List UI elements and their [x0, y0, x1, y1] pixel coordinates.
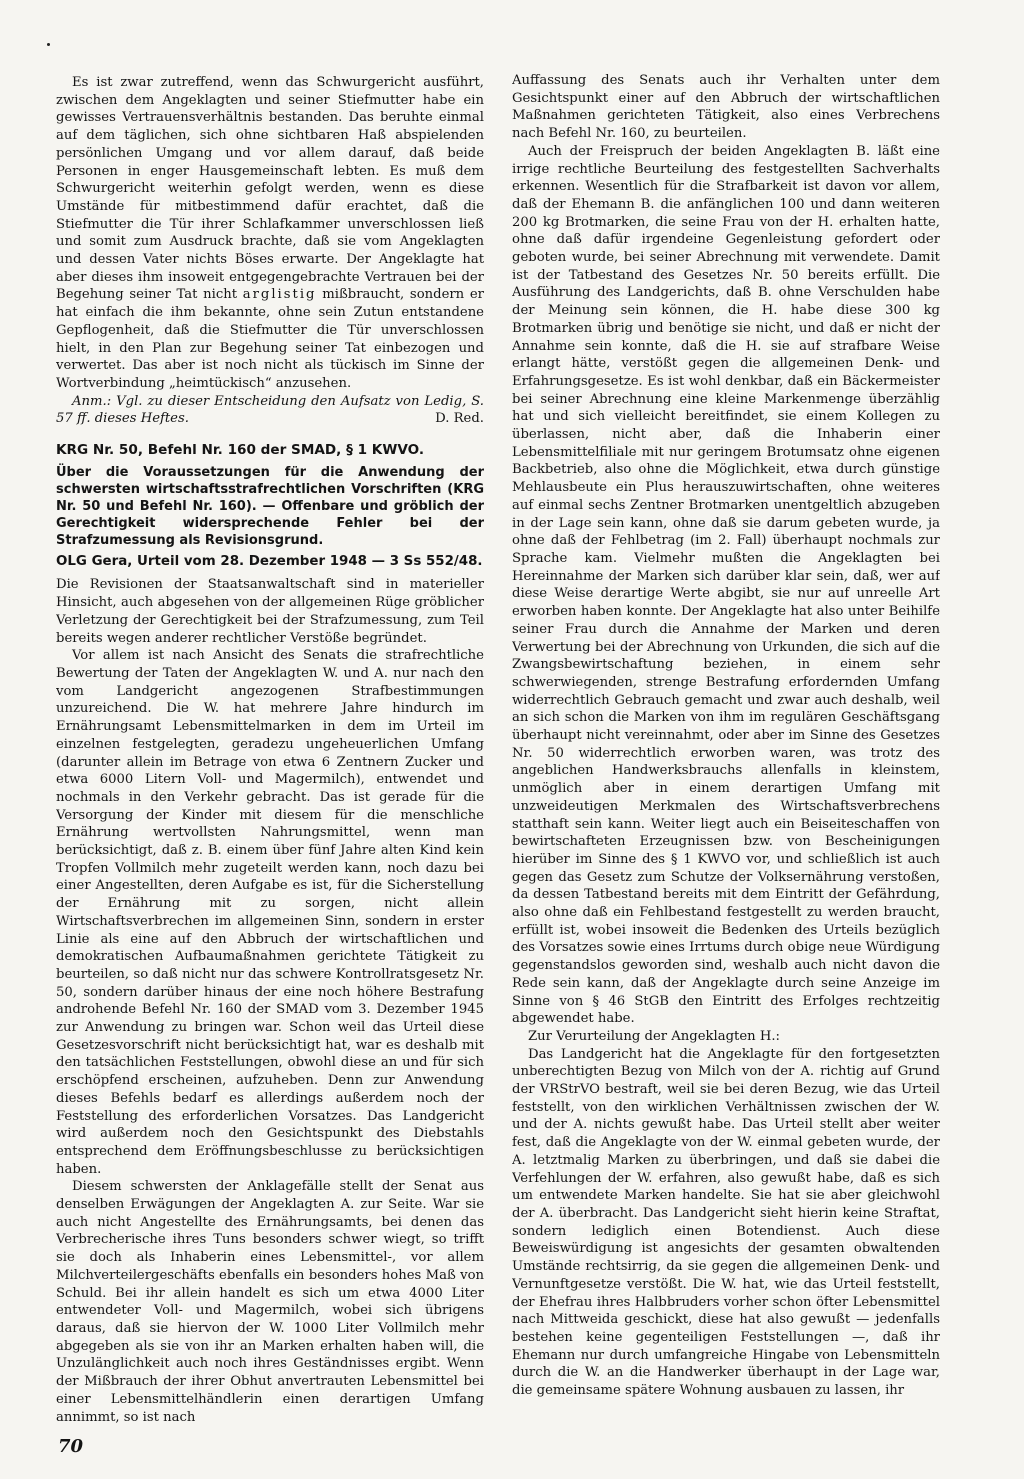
note-signature: D. Red. — [435, 411, 484, 427]
margin-dot — [47, 43, 50, 46]
paragraph: Zur Verurteilung der Angeklagten H.: — [528, 1028, 780, 1044]
paragraph: Auffassung des Senats auch ihr Verhalten unter dem Gesichtspunkt einer auf den Abbruch der wirtschaftlichen Maßnahmen gerichteten Tätigkeit, also eines Verbrechens nach Befehl Nr. 160, zu beurteilen. — [512, 73, 940, 142]
paragraph: Die Revisionen der Staatsanwaltschaft sind in materieller Hinsicht, auch abgesehen von der allgemeinen Rüge gröblicher Verletzung der Gerechtigkeit bei der Strafzumessung, zum Teil bereits wegen anderer rechtlicher Verstöße begründet. — [56, 577, 484, 646]
page-number: 70 — [58, 1436, 84, 1457]
section-summary: Über die Voraussetzungen für die Anwendung der schwersten wirtschaftsstrafrechtlichen Vorschriften (KRG Nr. 50 und Befehl Nr. 160). — Offenbare und gröblich der Gerechtigkeit widersprechende Fehler bei der Strafzumessung als Revisionsgrund. — [56, 464, 484, 548]
right-column — [512, 72, 940, 1422]
note-text: Anm.: Vgl. zu dieser Entscheidung den Aufsatz von Ledig, S. 57 ff. dieses Heftes. — [56, 393, 484, 427]
paragraph: Auch der Freispruch der beiden Angeklagten B. läßt eine irrige rechtliche Beurteilung des festgestellten Sachverhalts erkennen. Wesentlich für die Strafbarkeit ist davon vor allem, daß der Ehemann B. die anfänglichen 100 und dann weiteren 200 kg Brotmarken, die seine Frau von der H. erhalten hatte, ohne daß dafür irgendeine Gegenleistung gefordert oder geboten wurde, bei seiner Abrechnung mit verwendete. Damit ist der Tatbestand des Gesetzes Nr. 50 bereits erfüllt. Die Ausführung des Landgerichts, daß B. ohne Verschulden habe der Meinung sein können, die H. habe diese 300 kg Brotmarken übrig und benötige sie nicht, und daß er nicht der Annahme sein konnte, daß die H. sie auf strafbare Weise erlangt hätte, verstößt gegen die allgemeinen Denk- und Erfahrungsgesetze. Es ist wohl denkbar, daß ein Bäckermeister bei seiner Abrechnung eine kleine Markenmenge überzählig hat und sich vielleicht bereitfindet, sie einem Kollegen zu überlassen, nicht aber, daß die Inhaberin einer Lebensmittelfiliale mit nur geringem Brotumsatz ohne eigenen Backbetrieb, also ohne die Möglichkeit, etwa durch günstige Mehlausbeute ein Plus herauszuwirtschaften, ohne weiteres auf einmal sechs Zentner Brotmarken unentgeltlich abzugeben in der Lage sein kann, ohne daß sie darum gebeten wurde, ja ohne daß der Fehlbetrag (im 2. Fall) überhaupt nochmals zur Sprache kam. Vielmehr mußten die Angeklagten bei Hereinnahme der Marken sich darüber klar sein, daß, wer auf diese Weise derartige Werte abgibt, sie nur auf unreelle Art erworben haben konnte. Der Angeklagte hat also unter Beihilfe seiner Frau durch die Annahme der Marken und deren Verwertung bei der Abrechnung von Urkunden, die sich auf die Zwangsbewirtschaftung beziehen, in einem sehr schwerwiegenden, strenge Bestrafung erfordernden Umfang widerrechtlich Gebrauch gemacht und zwar auch deshalb, weil an sich schon die Marken von ihm im regulären Geschäftsgang überhaupt nicht vereinnahmt, oder aber im Sinne des Gesetzes Nr. 50 widerrechtlich erworben waren, was trotz des angeblichen Handwerksbrauchs allenfalls in kleinstem, unmöglich aber in einem derartigen Umfang mit unzweideutigen Merkmalen des Wirtschaftsverbrechens statthaft sein kann. Weiter liegt auch ein Beiseiteschaffen von bewirtschafteten Erzeugnissen bzw. von Bescheinigungen hierüber im Sinne des § 1 KWVO vor, und schließlich ist auch gegen das Gesetz zum Schutze der Volksernährung verstoßen, da dessen Tatbestand bereits mit dem Eintritt der Gefährdung, also ohne daß ein Fehlbestand festgestellt zu werden braucht, erfüllt ist, wobei insoweit die Bedenken des Urteils bezüglich des Vorsatzes sowie eines Irrtums durch obige neue Würdigung gegenstandslos geworden sind, weshalb auch nicht davon die Rede sein kann, daß der Angeklagte durch seine Anzeige im Sinne von § 46 StGB den Eintritt des Erfolges rechtzeitig abgewendet habe. — [512, 143, 940, 1027]
paragraph: Vor allem ist nach Ansicht des Senats die strafrechtliche Bewertung der Taten der Angeklagten W. und A. nur nach den vom Landgericht angezogenen Strafbestimmungen unzureichend. Die W. hat mehrere Jahre hindurch im Ernährungsamt Lebensmittelmarken in dem im Urteil im einzelnen festgelegten, geradezu ungeheuerlichen Umfang (darunter allein im Betrage von etwa 6 Zentnern Zucker und etwa 6000 Litern Voll- und Magermilch), entwendet und nochmals in den Verkehr gebracht. Das ist gerade für die Versorgung der Kinder mit diesem für die menschliche Ernährung wertvollsten Nahrungsmittel, wenn man berücksichtigt, daß z. B. einem über fünf Jahre alten Kind kein Tropfen Vollmilch mehr zugeteilt werden kann, noch dazu bei einer Angestellten, deren Aufgabe es ist, für die Sicherstellung der Ernährung mit zu sorgen, nicht allein Wirtschaftsverbrechen im allgemeinen Sinn, sondern in erster Linie als eine auf den Abbruch der wirtschaftlichen und demokratischen Aufbaumaßnahmen gerichtete Tätigkeit zu beurteilen, so daß nicht nur das schwere Kontrollratsgesetz Nr. 50, sondern darüber hinaus der eine noch höhere Bestrafung androhende Befehl Nr. 160 der SMAD vom 3. Dezember 1945 zur Anwendung zu bringen war. Schon weil das Urteil diese Gesetzesvorschrift nicht berücksichtigt hat, war es deshalb mit den tatsächlichen Feststellungen, obwohl diese an und für sich erschöpfend erscheinen, aufzuheben. Denn zur Anwendung dieses Befehls bedarf es allerdings außerdem noch der Feststellung des erforderlichen Vorsatzes. Das Landgericht wird außerdem noch den Gesichtspunkt des Diebstahls entsprechend dem Eröffnungsbeschlusse zu berücksichtigen haben. — [56, 648, 484, 1177]
left-column — [56, 74, 484, 1424]
spaced-word: arglistig — [242, 287, 317, 303]
paragraph: Diesem schwersten der Anklagefälle stellt der Senat aus denselben Erwägungen der Angeklagten A. zur Seite. War sie auch nicht Angestellte des Ernährungsamts, bei denen das Verbrecherische ihres Tuns besonders schwer wiegt, so trifft sie doch als Inhaberin eines Lebensmittel-, vor allem Milchverteilergeschäfts ebenfalls ein besonders hohes Maß von Schuld. Bei ihr allein handelt es sich um etwa 4000 Liter entwendeter Voll- und Magermilch, wobei sich übrigens daraus, daß sie hiervon der W. 1000 Liter Vollmilch mehr abgegeben als sie von ihr an Marken erhalten haben will, die Unzulänglichkeit auch noch ihres Geständnisses ergibt. Wenn der Mißbrauch der ihrer Obhut anvertrauten Lebensmittel bei einer Lebensmittelhändlerin einen derartigen Umfang annimmt, so ist nach — [56, 1179, 484, 1424]
editor-note — [56, 393, 484, 428]
section-heading: KRG Nr. 50, Befehl Nr. 160 der SMAD, § 1 KWVO. — [56, 442, 425, 459]
paragraph: Das Landgericht hat die Angeklagte für den fortgesetzten unberechtigten Bezug von Milch von der A. richtig auf Grund der VRStrVO bestraft, weil sie bei deren Bezug, wie das Urteil feststellt, von den wirklichen Verhältnissen zwischen der W. und der A. nichts gewußt habe. Das Urteil stellt aber weiter fest, daß die Angeklagte von der W. einmal gebeten wurde, der A. letztmalig Marken zu überbringen, und daß sie dabei die Verfehlungen der W. erfahren, also gewußt habe, daß es sich um entwendete Marken handelte. Sie hat sie aber gleichwohl der A. überbracht. Das Landgericht sieht hierin keine Straftat, sondern lediglich einen Botendienst. Auch diese Beweiswürdigung ist angesichts der gesamten obwaltenden Umstände rechtsirrig, da sie gegen die allgemeinen Denk- und Vernunftgesetze verstößt. Die W. hat, wie das Urteil feststellt, der Ehefrau ihres Halbbruders vorher schon öfter Lebensmittel nach Mittweida geschickt, diese hat also gewußt — jedenfalls bestehen keine gegenteiligen Feststellungen —, daß ihr Ehemann nur durch umfangreiche Hingabe von Lebensmitteln durch die W. an die Handwerker überhaupt in der Lage war, die gemeinsame spätere Wohnung ausbauen zu lassen, ihr — [512, 1046, 940, 1399]
paragraph — [56, 74, 484, 393]
court-citation: OLG Gera, Urteil vom 28. Dezember 1948 — 3 Ss 552/48. — [56, 553, 483, 569]
text-run: mißbraucht, sondern er hat einfach die ihm bekannte, ohne sein Zutun entstandene Gepflogenheit, daß die Stiefmutter die Tür unverschlossen hielt, in den Plan zur Begehung seiner Tat einbezogen und verwertet. Das aber ist noch nicht als tückisch im Sinne der Wortverbindung „heimtückisch“ anzusehen. — [56, 287, 484, 391]
text-run: Es ist zwar zutreffend, wenn das Schwurgericht ausführt, zwischen dem Angeklagten und seiner Stiefmutter habe ein gewisses Vertrauensverhältnis bestanden. Das beruhte einmal auf dem täglichen, sich ohne sichtbaren Haß abspielenden persönlichen Umgang und vor allem darauf, daß beide Personen in enger Hausgemeinschaft lebten. Es muß dem Schwurgericht weiterhin gefolgt werden, wenn es diese Umstände für mitbestimmend dafür erachtet, daß die Stiefmutter die Tür ihrer Schlafkammer unverschlossen ließ und somit zum Ausdruck brachte, daß sie vom Angeklagten und dessen Vater nichts Böses erwarte. Der Angeklagte hat aber dieses ihm insoweit entgegengebrachte Vertrauen bei der Begehung seiner Tat nicht — [56, 75, 484, 303]
